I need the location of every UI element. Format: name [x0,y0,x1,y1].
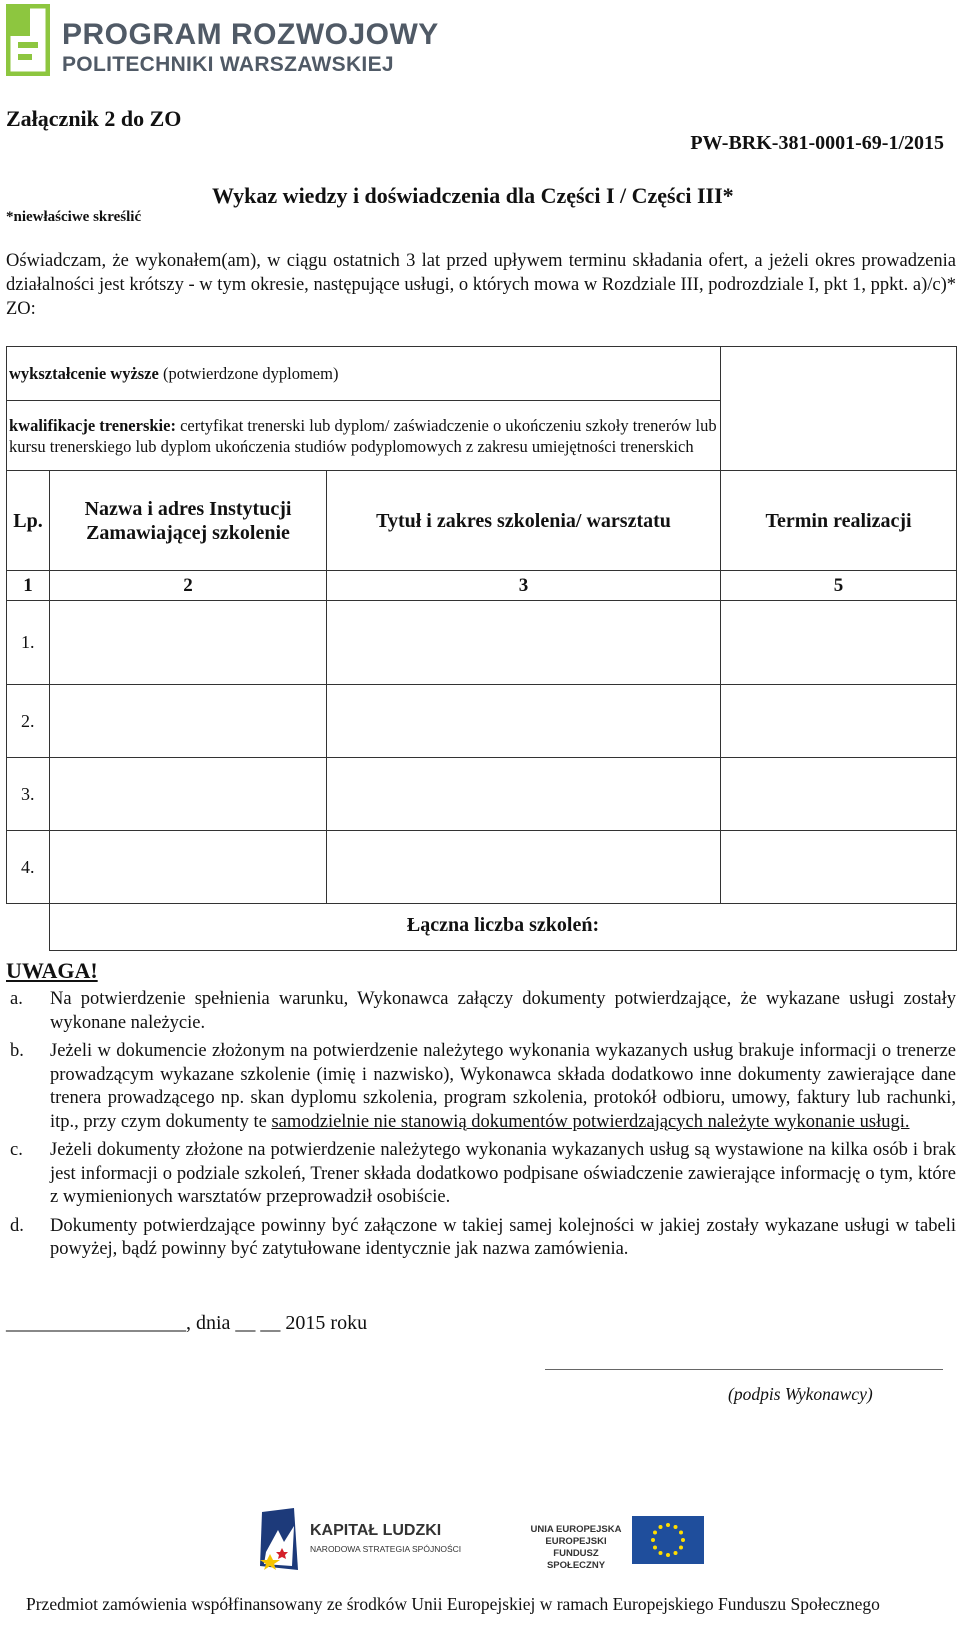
column-number: 3 [327,571,721,601]
row-number: 2. [7,685,50,758]
title-cell[interactable] [327,831,721,904]
qualifications-requirement: kwalifikacje trenerskie: certyfikat trenerski lub dyplom/ zaświadczenie o ukończeniu szkoły trenerów lub kursu trenerskiego lub dyplom ukończenia studiów podyplomowych z zakresu umiejętności trenerskich [7,401,721,471]
statement-paragraph: Oświadczam, że wykonałem(am), w ciągu ostatnich 3 lat przed upływem terminu składania ofert, a jeżeli okres prowadzenia działalności jest krótszy - w tym okresie, następujące usługi, o których mowa w Rozdziale III, podrozdziale I, pkt 1, ppkt. a)/c)* ZO: [6,251,956,319]
requirement-empty-cell[interactable] [721,347,957,471]
header-date: Termin realizacji [721,471,957,571]
eu-flag-icon [632,1516,704,1564]
table-row [7,758,957,831]
column-numbers-row [7,571,957,601]
requirement-row-education [7,347,957,401]
note-marker: a. [10,989,23,1009]
document-number: PW-BRK-381-0001-69-1/2015 [690,132,944,154]
header-institution: Nazwa i adres Instytucji Zamawiającej szkolenie [50,471,327,571]
title-cell[interactable] [327,601,721,685]
program-rozwojowy-logo-icon [6,4,50,76]
table-row [7,685,957,758]
row-number: 1. [7,601,50,685]
institution-cell[interactable] [50,685,327,758]
note-item [6,1139,956,1210]
note-text: Dokumenty potwierdzające powinny być załączone w takiej samej kolejności w jakiej zostały wykazane usługi w tabeli powyżej, bądź powinny być zatytułowane identycznie jak nazwa zamówienia. [50,1215,956,1259]
date-cell[interactable] [721,831,957,904]
logo-title: PROGRAM ROZWOJOWY [62,18,439,51]
row-number: 3. [7,758,50,831]
column-number: 1 [7,571,50,601]
experience-table [6,346,957,951]
note-item [6,1040,956,1134]
kapital-ludzki-flag-icon [258,1508,302,1572]
signature-line[interactable] [545,1369,943,1370]
title-cell[interactable] [327,685,721,758]
note-item [6,988,956,1035]
attachment-label: Załącznik 2 do ZO [6,106,182,131]
note-marker: d. [10,1215,24,1236]
strike-note: *niewłaściwe skreślić [6,209,142,225]
notes-heading: UWAGA! [6,958,98,983]
signature-label: (podpis Wykonawcy) [728,1384,873,1404]
note-marker: c. [10,1140,23,1160]
header-lp: Lp. [7,471,50,571]
total-spacer [7,904,50,951]
kapital-ludzki-title: KAPITAŁ LUDZKI [310,1522,442,1539]
funding-footer: Przedmiot zamówienia współfinansowany ze środków Unii Europejskiej w ramach Europejskiego Funduszu Społecznego [26,1594,880,1614]
total-trainings-label[interactable]: Łączna liczba szkoleń: [50,904,957,951]
note-item [6,1215,956,1262]
logo-subtitle: POLITECHNIKI WARSZAWSKIEJ [62,53,394,76]
education-requirement: wykształcenie wyższe (potwierdzone dyplomem) [7,347,721,401]
eu-text: UNIA EUROPEJSKA EUROPEJSKI FUNDUSZ SPOŁECZNY [530,1524,622,1571]
institution-cell[interactable] [50,831,327,904]
date-cell[interactable] [721,758,957,831]
date-cell[interactable] [721,601,957,685]
note-text: Jeżeli dokumenty złożone na potwierdzenie należytego wykonania wykazanych usług są wystawione na kilka osób i brak jest informacji o podziale szkoleń, Trener składa dodatkowo podpisane oświadczenie zawierające informację o tym, które z wymienionych warsztatów przeprowadził osobiście. [50,1140,956,1207]
row-number: 4. [7,831,50,904]
table-row [7,601,957,685]
note-text: Jeżeli w dokumencie złożonym na potwierdzenie należytego wykonania wykazanych usług brakuje informacji o trenerze prowadzącym wykazane szkolenie (imię i nazwisko), Wykonawca składa dodatkowo inne dokumenty zawierające dane trenera prowadzącego np. skan dyplomu szkolenia, program szkolenia, protokół odbioru, umowy, faktury lub rachunki, itp., przy czym dokumenty te [50,1041,956,1132]
notes-list [6,988,956,1267]
column-number: 2 [50,571,327,601]
table-header-row [7,471,957,571]
date-cell[interactable] [721,685,957,758]
header-title: Tytuł i zakres szkolenia/ warsztatu [327,471,721,571]
document-title: Wykaz wiedzy i doświadczenia dla Części I / Części III* [212,183,734,208]
institution-cell[interactable] [50,758,327,831]
note-marker: b. [10,1041,24,1061]
title-cell[interactable] [327,758,721,831]
total-row [7,904,957,951]
kapital-ludzki-subtitle: NARODOWA STRATEGIA SPÓJNOŚCI [310,1544,462,1554]
place-date-field[interactable]: __________________, dnia __ __ 2015 roku [6,1312,368,1334]
table-row [7,831,957,904]
note-text: Na potwierdzenie spełnienia warunku, Wykonawca załączy dokumenty potwierdzające, że wykazane usługi zostały wykonane należycie. [50,989,956,1033]
institution-cell[interactable] [50,601,327,685]
column-number: 5 [721,571,957,601]
note-underlined-text: samodzielnie nie stanowią dokumentów potwierdzających należyte wykonanie usługi. [271,1111,910,1132]
